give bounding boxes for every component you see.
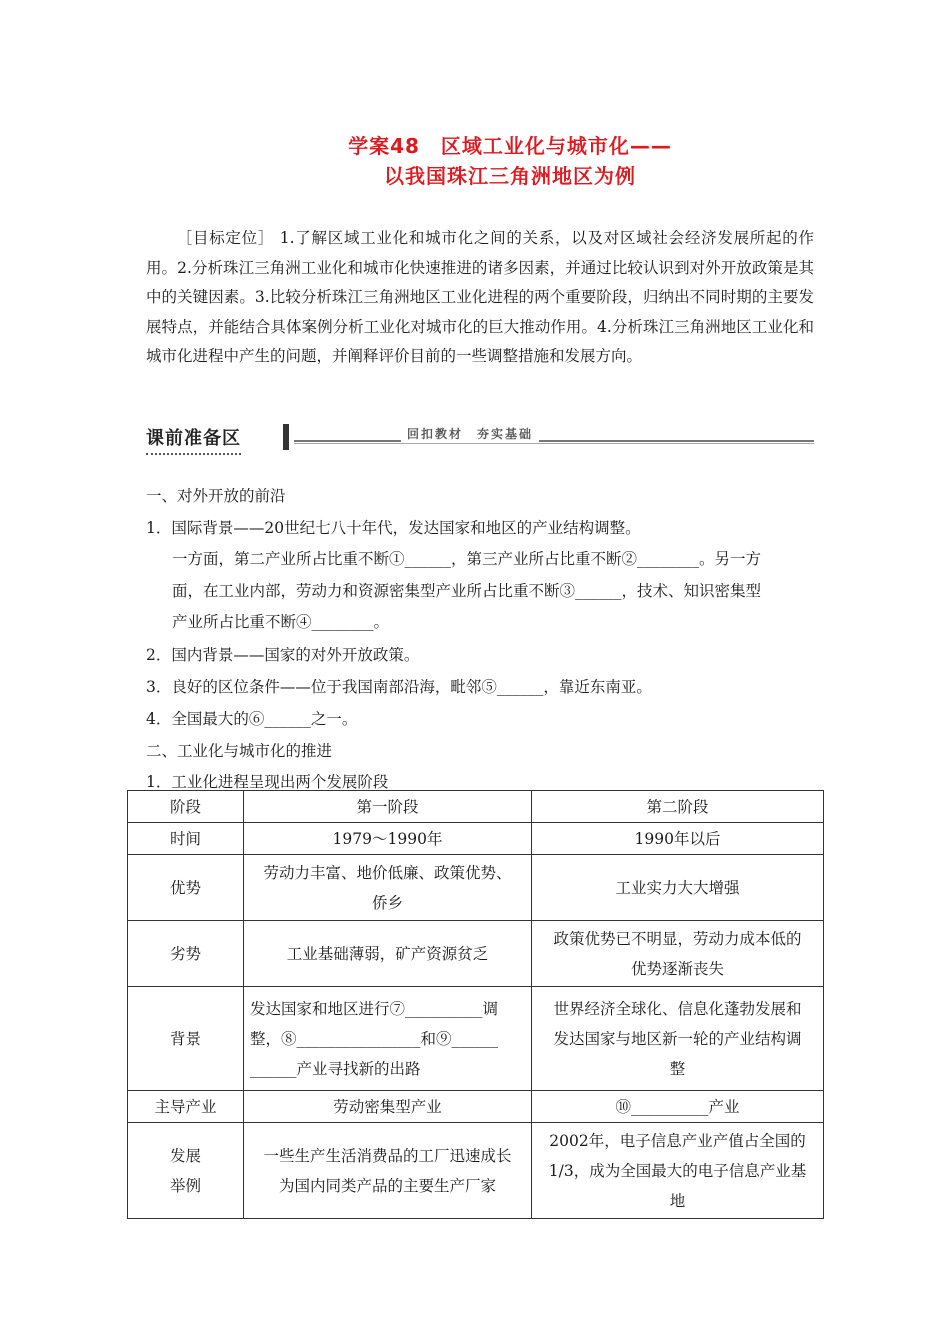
stage-table [127,790,824,1219]
cell-second-stage [532,823,824,855]
cell-first-stage [244,921,532,987]
row-label-line: 举例 [169,1176,201,1195]
cell-line: 1979～1990年 [332,829,443,848]
cell-second-stage [532,987,824,1091]
header-cell-first: 第一阶段 [244,791,532,823]
cell-second-stage [532,921,824,987]
section-1-heading: 一、对外开放的前沿 [146,487,286,505]
table-row [128,823,824,855]
section-2-item-1: 1．工业化进程呈现出两个发展阶段 [146,773,389,791]
cell-first-stage [244,855,532,921]
table-row [128,987,824,1091]
banner-bar [283,424,289,450]
row-label-line: 发展 [169,1146,201,1165]
cell-line: 2002年，电子信息产业产值占全国的 [549,1131,806,1150]
cell-first-stage [244,1091,532,1123]
section-1-item-2: 2．国内背景——国家的对外开放政策。 [146,646,420,664]
cell-line: 政策优势已不明显，劳动力成本低的 [553,929,802,948]
cell-line: 优势逐渐丧失 [630,959,724,978]
section-banner [146,422,814,454]
cell-second-stage [532,855,824,921]
header-cell-stage: 阶段 [128,791,244,823]
cell-line: 一些生产生活消费品的工厂迅速成长 [263,1146,512,1165]
cell-line: ⑩__________产业 [615,1097,740,1116]
cell-line: 发达国家与地区新一轮的产业结构调 [553,1029,802,1048]
cell-first-stage [244,823,532,855]
cell-line: 为国内同类产品的主要生产厂家 [278,1176,496,1195]
section-1-item-1-line-2: 面，在工业内部，劳动力和资源密集型产业所占比重不断③______，技术、知识密集型 [172,582,762,600]
title-line-2: 以我国珠江三角洲地区为例 [384,164,636,188]
cell-first-stage [244,1123,532,1219]
cell-line: 侨乡 [371,893,403,912]
section-2-heading: 二、工业化与城市化的推进 [146,742,333,760]
cell-line: 世界经济全球化、信息化蓬勃发展和 [553,999,802,1018]
cell-line: 劳动力丰富、地价低廉、政策优势、 [263,863,512,882]
learning-goals [146,224,814,372]
row-label: 时间 [128,823,244,855]
section-1-item-1: 1．国际背景——20世纪七八十年代，发达国家和地区的产业结构调整。 [146,519,641,537]
cell-line: 整，⑧________________和⑨______ [250,1029,499,1048]
row-label: 优势 [128,855,244,921]
cell-line: ______产业寻找新的出路 [250,1059,421,1078]
cell-line: 劳动密集型产业 [333,1097,442,1116]
cell-line: 1990年以后 [634,829,721,848]
banner-label: 课前准备区 [146,424,241,455]
cell-first-stage [244,987,532,1091]
banner-rule-thin [294,443,814,444]
section-1-item-1-line-1: 一方面，第二产业所占比重不断①______，第三产业所占比重不断②________。另一方 [172,550,762,568]
table-row [128,1091,824,1123]
row-label: 劣势 [128,921,244,987]
banner-subtitle: 回扣教材 夯实基础 [401,425,539,442]
section-1-item-1-line-3: 产业所占比重不断④________。 [172,613,390,631]
banner-rule [294,440,814,442]
table-row [128,921,824,987]
cell-line: 发达国家和地区进行⑦__________调 [250,999,499,1018]
cell-second-stage [532,1123,824,1219]
cell-line: 整 [669,1059,686,1078]
cell-line: 工业实力大大增强 [615,878,740,897]
cell-line: 1/3，成为全国最大的电子信息产业基 [548,1161,807,1180]
cell-second-stage [532,1091,824,1123]
title-line-1: 学案48 区域工业化与城市化—— [348,134,672,158]
header-cell-second: 第二阶段 [532,791,824,823]
table-header-row [128,791,824,823]
learning-goals-text: ［目标定位］ 1.了解区域工业化和城市化之间的关系，以及对区域社会经济发展所起的作用。2.分析珠江三角洲工业化和城市化快速推进的诸多因素，并通过比较认识到对外开放政策是其中的关键因素。3.比较分析珠江三角洲地区工业化进程的两个重要阶段，归纳出不同时期的主要发展特点，并能结合具体案例分析工业化对城市化的巨大推动作用。4.分析珠江三角洲地区工业化和城市化进程中产生的问题，并阐释评价目前的一些调整措施和发展方向。 [146,229,814,365]
row-label [128,1123,244,1219]
cell-line: 工业基础薄弱，矿产资源贫乏 [286,944,489,963]
table-row [128,855,824,921]
row-label: 主导产业 [128,1091,244,1123]
row-label: 背景 [128,987,244,1091]
table-row [128,1123,824,1219]
section-1-item-3: 3．良好的区位条件——位于我国南部沿海，毗邻⑤______，靠近东南亚。 [146,678,652,696]
section-1-item-4: 4．全国最大的⑥______之一。 [146,710,358,728]
cell-line: 地 [669,1191,686,1210]
